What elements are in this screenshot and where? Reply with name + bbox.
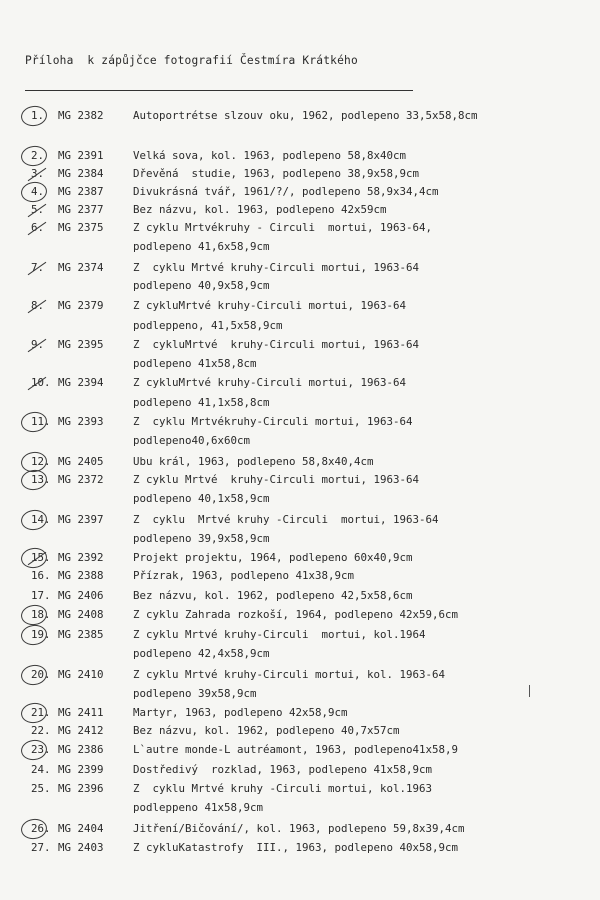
item-number: 16. [31,569,51,582]
item-number: 11. [31,415,51,428]
inventory-code: MG 2375 [58,221,104,234]
item-description-continuation: podlepeno 42,4x58,9cm [133,647,270,660]
item-description-continuation: podlepeno40,6x60cm [133,434,251,447]
inventory-code: MG 2396 [58,782,104,795]
inventory-code: MG 2374 [58,261,104,274]
item-number: 9. [31,338,45,351]
item-number: 17. [31,589,51,602]
item-description: Bez názvu, kol. 1963, podlepeno 42x59cm [133,203,387,216]
item-number: 2. [31,149,45,162]
document-heading: Příloha k zápůjčce fotografií Čestmíra Krátkého [25,54,358,67]
inventory-code: MG 2388 [58,569,104,582]
item-description: Z cyklu Mrtvékruhy - Circuli mortui, 1963-64, [133,221,433,234]
item-number: 20. [31,668,51,681]
inventory-code: MG 2392 [58,551,104,564]
item-description: Autoportrétse slzouv oku, 1962, podlepeno 33,5x58,8cm [133,109,478,122]
inventory-code: MG 2387 [58,185,104,198]
inventory-code: MG 2385 [58,628,104,641]
inventory-code: MG 2404 [58,822,104,835]
item-description-continuation: podlepeno 40,1x58,9cm [133,492,270,505]
item-description: Bez názvu, kol. 1962, podlepeno 40,7x57cm [133,724,400,737]
item-number: 3. [31,167,45,180]
item-number: 21. [31,706,51,719]
item-description: Dostředivý rozklad, 1963, podlepeno 41x58,9cm [133,763,433,776]
item-description: Z cyklu Mrtvékruhy-Circuli mortui, 1963-64 [133,415,413,428]
inventory-code: MG 2399 [58,763,104,776]
item-description: L`autre monde-L autréamont, 1963, podlepeno41x58,9 [133,743,459,756]
item-description: Dřevěná studie, 1963, podlepeno 38,9x58,9cm [133,167,420,180]
item-number: 18. [31,608,51,621]
item-description-continuation: podlepeno 39,9x58,9cm [133,532,270,545]
item-description: Přízrak, 1963, podlepeno 41x38,9cm [133,569,355,582]
inventory-code: MG 2372 [58,473,104,486]
item-description: Z cyklu Mrtvé kruhy-Circuli mortui, kol.1964 [133,628,426,641]
inventory-code: MG 2397 [58,513,104,526]
inventory-code: MG 2379 [58,299,104,312]
item-number: 10. [31,376,51,389]
stray-mark [529,685,530,697]
item-description: Ubu král, 1963, podlepeno 58,8x40,4cm [133,455,374,468]
heading-underline [25,90,413,91]
item-number: 19. [31,628,51,641]
inventory-code: MG 2394 [58,376,104,389]
item-description: Z cyklu Mrtvé kruhy -Circuli mortui, kol.1963 [133,782,433,795]
inventory-code: MG 2382 [58,109,104,122]
inventory-code: MG 2406 [58,589,104,602]
item-description: Z cyklu Mrtvé kruhy-Circuli mortui, 1963-64 [133,261,420,274]
item-number: 14. [31,513,51,526]
item-number: 12. [31,455,51,468]
item-description-continuation: podlepeno 41,1x58,8cm [133,396,270,409]
item-number: 5. [31,203,45,216]
item-description: Z cykluMrtvé kruhy-Circuli mortui, 1963-64 [133,376,407,389]
item-description: Z cyklu Mrtvé kruhy -Circuli mortui, 1963-64 [133,513,439,526]
item-number: 24. [31,763,51,776]
item-description: Bez názvu, kol. 1962, podlepeno 42,5x58,6cm [133,589,413,602]
item-description: Z cyklu Zahrada rozkoší, 1964, podlepeno 42x59,6cm [133,608,459,621]
item-number: 1. [31,109,45,122]
item-number: 22. [31,724,51,737]
item-description-continuation: podleppeno, 41,5x58,9cm [133,319,283,332]
inventory-code: MG 2408 [58,608,104,621]
item-number: 15. [31,551,51,564]
item-description-continuation: podlepeno 40,9x58,9cm [133,279,270,292]
item-description: Z cyklu Mrtvé kruhy-Circuli mortui, kol. 1963-64 [133,668,446,681]
inventory-code: MG 2412 [58,724,104,737]
item-description-continuation: podlepeno 41x58,8cm [133,357,257,370]
item-number: 26. [31,822,51,835]
item-description-continuation: podleppeno 41x58,9cm [133,801,264,814]
item-description: Velká sova, kol. 1963, podlepeno 58,8x40cm [133,149,407,162]
item-number: 23. [31,743,51,756]
item-number: 13. [31,473,51,486]
item-number: 25. [31,782,51,795]
item-number: 8. [31,299,45,312]
inventory-code: MG 2377 [58,203,104,216]
inventory-code: MG 2384 [58,167,104,180]
inventory-code: MG 2405 [58,455,104,468]
inventory-code: MG 2391 [58,149,104,162]
item-description: Jitření/Bičování/, kol. 1963, podlepeno 59,8x39,4cm [133,822,465,835]
item-number: 7. [31,261,45,274]
item-description-continuation: podlepeno 41,6x58,9cm [133,240,270,253]
item-description: Z cyklu Mrtvé kruhy-Circuli mortui, 1963-64 [133,473,420,486]
inventory-code: MG 2393 [58,415,104,428]
item-description: Z cykluMrtvé kruhy-Circuli mortui, 1963-64 [133,299,407,312]
item-description: Z cykluMrtvé kruhy-Circuli mortui, 1963-64 [133,338,420,351]
inventory-code: MG 2395 [58,338,104,351]
item-description: Projekt projektu, 1964, podlepeno 60x40,9cm [133,551,413,564]
inventory-code: MG 2403 [58,841,104,854]
item-description: Divukrásná tvář, 1961/?/, podlepeno 58,9x34,4cm [133,185,439,198]
item-description-continuation: podlepeno 39x58,9cm [133,687,257,700]
item-number: 27. [31,841,51,854]
item-number: 4. [31,185,45,198]
item-description: Z cykluKatastrofy III., 1963, podlepeno 40x58,9cm [133,841,459,854]
inventory-code: MG 2386 [58,743,104,756]
item-description: Martyr, 1963, podlepeno 42x58,9cm [133,706,348,719]
inventory-code: MG 2410 [58,668,104,681]
inventory-code: MG 2411 [58,706,104,719]
item-number: 6. [31,221,45,234]
